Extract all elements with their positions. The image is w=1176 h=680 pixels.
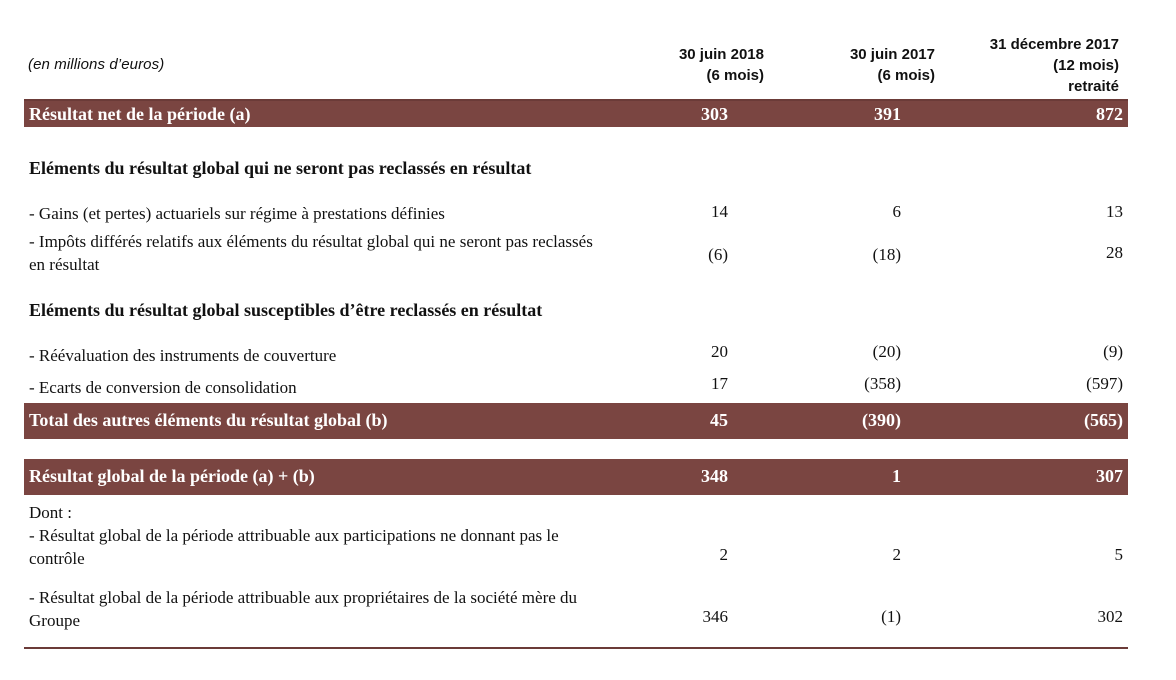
column-header-line: (12 mois)	[1053, 57, 1119, 74]
value-jun-2017: (358)	[864, 374, 901, 393]
value-jun-2017: (1)	[881, 607, 901, 626]
value-dec-2017: 307	[1096, 466, 1123, 486]
value-jun-2017: 6	[892, 202, 901, 221]
value-jun-2018: 14	[711, 202, 728, 221]
row-net-result	[24, 101, 1128, 127]
value-dec-2017: 5	[1114, 545, 1123, 564]
unit-label: (en millions d’euros)	[28, 56, 165, 73]
value-jun-2018: 17	[711, 374, 728, 393]
section-title-not-reclassified: Eléments du résultat global qui ne seront pas reclassés en résultat	[29, 158, 532, 178]
row-label-owners: - Résultat global de la période attribuable aux propriétaires de la société mère du Groupe	[29, 588, 578, 630]
row-label: Total des autres éléments du résultat global (b)	[29, 410, 388, 430]
value-dec-2017: (9)	[1103, 342, 1123, 361]
column-header-line: retraité	[1068, 78, 1119, 95]
column-header-line: 30 juin 2017	[849, 46, 935, 63]
column-header-dec-2017	[990, 34, 1119, 97]
value-jun-2017: 2	[892, 545, 901, 564]
value-dec-2017: 13	[1106, 202, 1123, 221]
value-jun-2018: (6)	[708, 245, 728, 264]
value-jun-2017: (390)	[862, 410, 901, 430]
value-jun-2018: 2	[719, 545, 728, 564]
row-label-actuarial: - Gains (et pertes) actuariels sur régime à prestations définies	[29, 204, 445, 223]
row-total-oci	[24, 403, 1128, 439]
column-header-line: (6 mois)	[877, 67, 935, 84]
footer-rule	[24, 647, 1128, 649]
column-header-jun-2017	[850, 44, 935, 86]
value-jun-2017: 391	[874, 104, 901, 124]
column-header-line: (6 mois)	[706, 67, 764, 84]
section-title-reclassified: Eléments du résultat global susceptibles d’être reclassés en résultat	[29, 300, 543, 320]
value-dec-2017: 302	[1097, 607, 1123, 626]
value-jun-2017: 1	[892, 466, 901, 486]
value-dec-2017: 872	[1096, 104, 1123, 124]
column-header-line: 31 décembre 2017	[989, 36, 1119, 53]
row-label-minority: - Résultat global de la période attribuable aux participations ne donnant pas le contrôle	[29, 526, 559, 568]
value-dec-2017: (565)	[1084, 410, 1123, 430]
row-comprehensive-result	[24, 459, 1128, 495]
value-dec-2017: (597)	[1086, 374, 1123, 393]
row-label: Résultat net de la période (a)	[29, 104, 251, 124]
value-jun-2018: 346	[702, 607, 728, 626]
value-jun-2017: (20)	[872, 342, 901, 361]
value-jun-2018: 45	[710, 410, 728, 430]
column-header-jun-2018	[679, 44, 764, 86]
row-label-deferred-tax: - Impôts différés relatifs aux éléments du résultat global qui ne seront pas reclassés en résultat	[29, 232, 593, 274]
value-jun-2017: (18)	[872, 245, 901, 264]
value-jun-2018: 348	[701, 466, 728, 486]
row-label-hedging: - Réévaluation des instruments de couverture	[29, 346, 337, 365]
value-dec-2017: 28	[1106, 243, 1123, 262]
row-label: Résultat global de la période (a) + (b)	[29, 466, 315, 486]
value-jun-2018: 303	[701, 104, 728, 124]
column-header-line: 30 juin 2018	[678, 46, 764, 63]
row-label-conversion: - Ecarts de conversion de consolidation	[29, 378, 297, 397]
value-jun-2018: 20	[711, 342, 728, 361]
row-label-dont: Dont :	[29, 503, 72, 522]
